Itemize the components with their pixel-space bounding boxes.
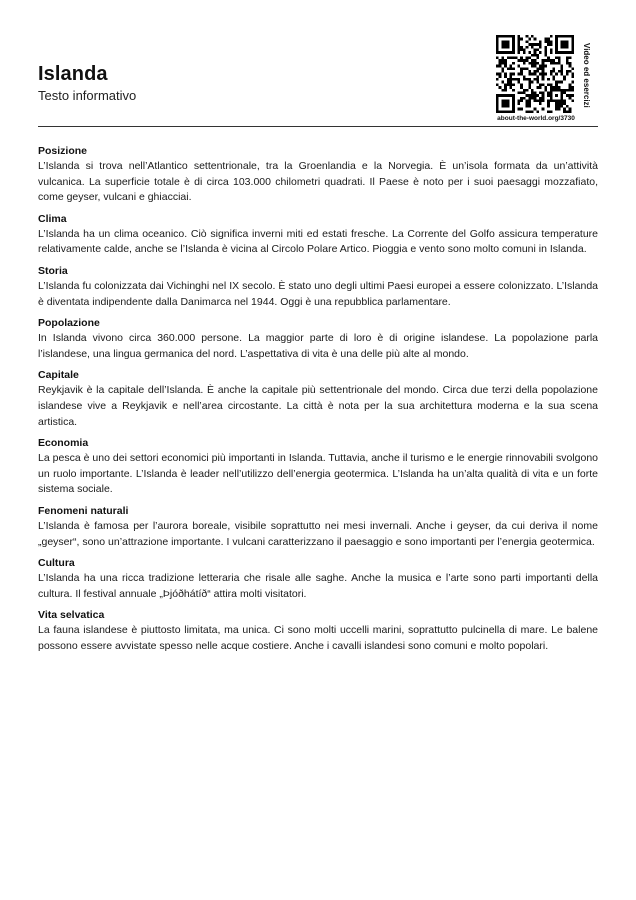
section-cultura	[38, 555, 598, 602]
section-fenomeni-naturali	[38, 503, 598, 550]
section-heading: Vita selvatica	[38, 609, 105, 622]
qr-link-url[interactable]: about-the-world.org/3730	[497, 115, 575, 122]
section-text: Reykjavik è la capitale dell’Islanda. È anche la capitale più settentrionale del mondo. Circa due terzi della popolazione islandese vive a Reykjavik e nell’area circostante. La città è nota per la sua architettura moderna e la sua scena artistica.	[38, 384, 598, 428]
section-text: L’Islanda ha un clima oceanico. Ciò significa inverni miti ed estati fresche. La Corrente del Golfo assicura temperature relativamente calde, anche se l’Islanda è vicina al Circolo Polare Artico. Pioggia e vento sono molto comuni in Islanda.	[38, 227, 598, 256]
qr-block[interactable]	[496, 35, 600, 125]
section-heading: Clima	[38, 212, 67, 225]
section-text: L’Islanda fu colonizzata dai Vichinghi nel IX secolo. È stato uno degli ultimi Paesi europei a essere colonizzato. L’Islanda è diventata indipendente dalla Danimarca nel 1944. Oggi è una repubblica parlamentare.	[38, 279, 598, 308]
section-economia	[38, 435, 598, 498]
section-heading: Cultura	[38, 557, 75, 570]
section-clima	[38, 211, 598, 258]
section-text: L’Islanda ha una ricca tradizione letteraria che risale alle saghe. Anche la musica e l’arte sono parti importanti della cultura. Il festival annuale „Þjóðhátíð“ attira molti visitatori.	[38, 572, 598, 600]
section-heading: Economia	[38, 437, 89, 450]
section-vita-selvatica	[38, 607, 598, 654]
section-posizione	[38, 143, 598, 206]
section-heading: Capitale	[38, 369, 79, 382]
section-text: La fauna islandese è piuttosto limitata, ma unica. Ci sono molti uccelli marini, soprattutto pulcinella di mare. Le balene possono essere avvistate spesso nelle acque costiere. Anche i cavalli islandesi sono comuni e molto popolari.	[38, 624, 598, 652]
page-header	[38, 0, 598, 126]
content-sections	[38, 143, 598, 659]
section-text: La pesca è uno dei settori economici più importanti in Islanda. Tuttavia, anche il turismo e le energie rinnovabili svolgono un ruolo importante. L’Islanda è leader nell’utilizzo dell’energia geotermica. L’Islanda ha un’alta qualità di vita e un forte sistema sociale.	[38, 452, 598, 496]
section-text: In Islanda vivono circa 360.000 persone. La maggior parte di loro è di origine islandese. La popolazione parla l’islandese, una lingua germanica del nord. L’aspettativa di vita è una delle più alte al mondo.	[38, 332, 598, 360]
section-popolazione	[38, 315, 598, 362]
page-title: Islanda	[38, 63, 108, 85]
section-text: L’Islanda è famosa per l’aurora boreale, visibile soprattutto nei mesi invernali. Anche i geyser, da cui deriva il nome „geyser“, sono un’attrazione importante. I vulcani caratterizzano il paesaggio e sono importanti per l’energia geotermica.	[38, 519, 598, 548]
page-subtitle: Testo informativo	[38, 88, 137, 103]
section-text: L’Islanda si trova nell’Atlantico settentrionale, tra la Groenlandia e la Norvegia. È un’isola formata da un’attività vulcanica. La superficie totale è di circa 103.000 chilometri quadrati. Il Paese è noto per i suoi paesaggi mozzafiato, come geyser, vulcani e ghiacciai.	[38, 160, 598, 204]
section-capitale	[38, 367, 598, 430]
section-heading: Posizione	[38, 145, 88, 157]
section-heading: Popolazione	[38, 317, 100, 330]
section-heading: Storia	[38, 264, 68, 277]
header-divider	[38, 126, 598, 127]
section-heading: Fenomeni naturali	[38, 504, 129, 517]
qr-side-label: Video ed esercizi	[582, 42, 591, 108]
qr-code-icon[interactable]	[496, 35, 574, 113]
section-storia	[38, 263, 598, 310]
